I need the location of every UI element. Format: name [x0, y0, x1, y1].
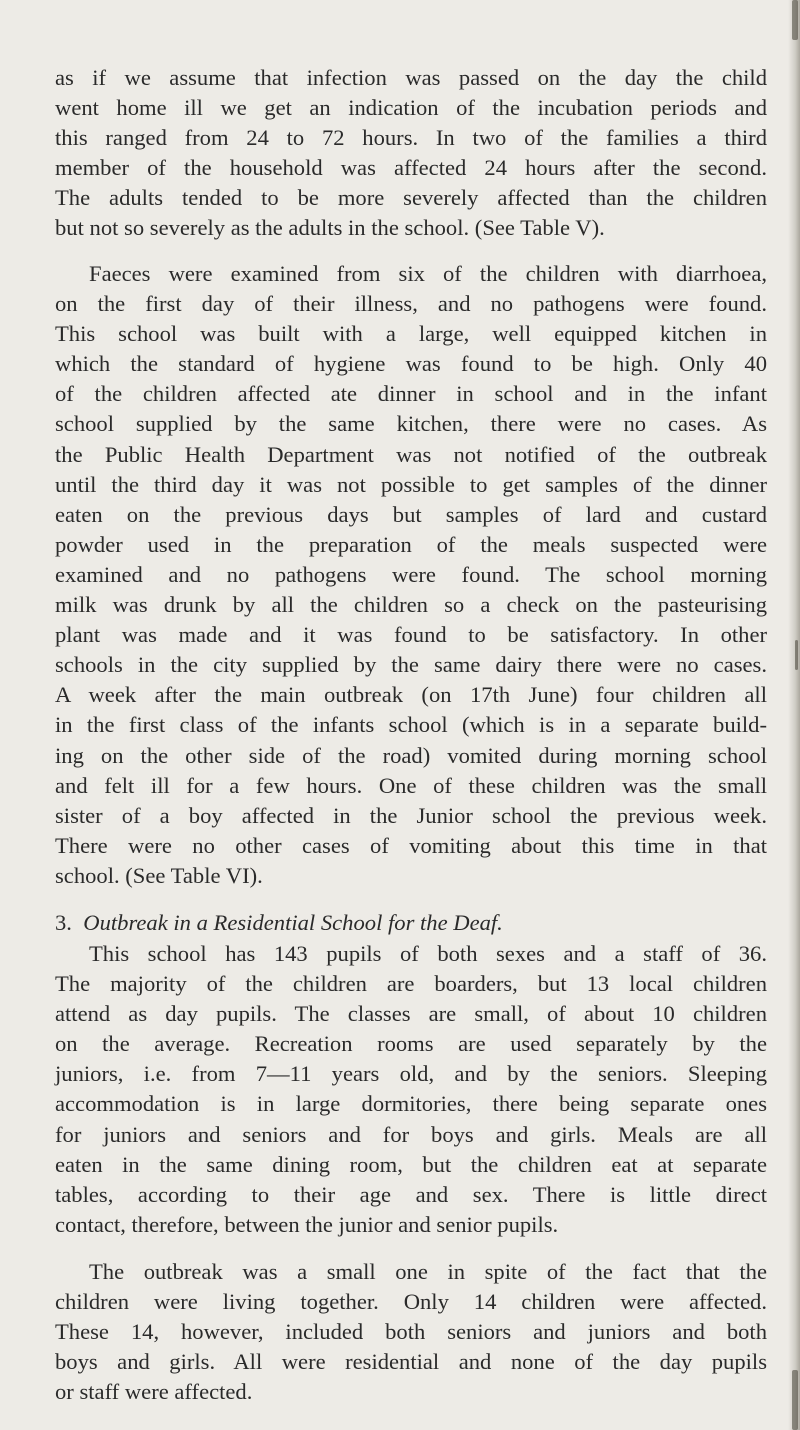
text-line: sister of a boy affected in the Junior school the previous week. — [55, 802, 767, 828]
text-line: for juniors and seniors and for boys and girls. Meals are all — [55, 1121, 767, 1147]
text-line: school supplied by the same kitchen, there were no cases. As — [55, 411, 767, 437]
text-line: which the standard of hygiene was found to be high. Only 40 — [55, 351, 767, 377]
page-edge-mark — [792, 0, 798, 40]
text-line: There were no other cases of vomiting about this time in that — [55, 832, 767, 858]
text-line: the Public Health Department was not notified of the outbreak — [55, 441, 767, 467]
page-edge-mark — [792, 1370, 798, 1430]
section-title: Outbreak in a Residential School for the Deaf. — [83, 910, 503, 935]
text-line: boys and girls. All were residential and none of the day pupils — [55, 1349, 767, 1375]
text-line: juniors, i.e. from 7—11 years old, and by the seniors. Sleeping — [55, 1061, 767, 1087]
text-line: school. (See Table VI). — [55, 862, 263, 888]
text-line: plant was made and it was found to be satisfactory. In other — [55, 622, 767, 648]
text-line: until the third day it was not possible to get samples of the dinner — [55, 471, 767, 497]
paragraph-1 — [55, 63, 767, 244]
text-line: Faeces were examined from six of the children with diarrhoea, — [89, 261, 767, 286]
text-line: contact, therefore, between the junior and senior pupils. — [55, 1211, 559, 1237]
text-line: The outbreak was a small one in spite of the fact that the — [89, 1259, 767, 1284]
text-line: and felt ill for a few hours. One of these children was the small — [55, 772, 767, 798]
text-line: The adults tended to be more severely affected than the children — [55, 185, 767, 211]
text-line: on the first day of their illness, and no pathogens were found. — [55, 291, 767, 317]
paragraph-3 — [55, 939, 767, 1240]
text-line: These 14, however, included both seniors and juniors and both — [55, 1319, 767, 1345]
text-line: but not so severely as the adults in the school. (See Table V). — [55, 215, 605, 241]
page-edge-mark — [795, 640, 798, 670]
text-line: examined and no pathogens were found. The school morning — [55, 561, 767, 587]
text-line: went home ill we get an indication of the incubation periods and — [55, 95, 767, 121]
text-line: powder used in the preparation of the meals suspected were — [55, 531, 767, 557]
section-heading — [55, 908, 767, 938]
text-line: on the average. Recreation rooms are used separately by the — [55, 1031, 767, 1057]
text-line: tables, according to their age and sex. There is little direct — [55, 1181, 767, 1207]
text-line: This school was built with a large, well equipped kitchen in — [55, 321, 767, 347]
text-line: of the children affected ate dinner in school and in the infant — [55, 381, 767, 407]
text-line: This school has 143 pupils of both sexes and a staff of 36. — [89, 941, 767, 966]
section-number: 3. — [55, 910, 72, 935]
text-line: schools in the city supplied by the same dairy there were no cases. — [55, 652, 767, 678]
text-line: accommodation is in large dormitories, there being separate ones — [55, 1091, 767, 1117]
text-line: The majority of the children are boarders, but 13 local children — [55, 971, 767, 997]
text-line: in the first class of the infants school (which is in a separate build- — [55, 712, 767, 738]
text-line: A week after the main outbreak (on 17th June) four children all — [55, 682, 767, 708]
text-line: ing on the other side of the road) vomited during morning school — [55, 742, 767, 768]
text-line: children were living together. Only 14 children were affected. — [55, 1289, 767, 1315]
page-edge-shadow — [788, 0, 800, 1430]
text-line: eaten on the previous days but samples of lard and custard — [55, 501, 767, 527]
text-line: eaten in the same dining room, but the children eat at separate — [55, 1151, 767, 1177]
text-line: member of the household was affected 24 hours after the second. — [55, 155, 767, 181]
paragraph-4 — [55, 1257, 767, 1407]
text-line: as if we assume that infection was passed on the day the child — [55, 65, 767, 90]
text-line: this ranged from 24 to 72 hours. In two of the families a third — [55, 125, 767, 151]
text-line: or staff were affected. — [55, 1379, 253, 1405]
paragraph-2 — [55, 259, 767, 891]
text-line: milk was drunk by all the children so a check on the pasteurising — [55, 592, 767, 618]
text-line: attend as day pupils. The classes are small, of about 10 children — [55, 1001, 767, 1027]
